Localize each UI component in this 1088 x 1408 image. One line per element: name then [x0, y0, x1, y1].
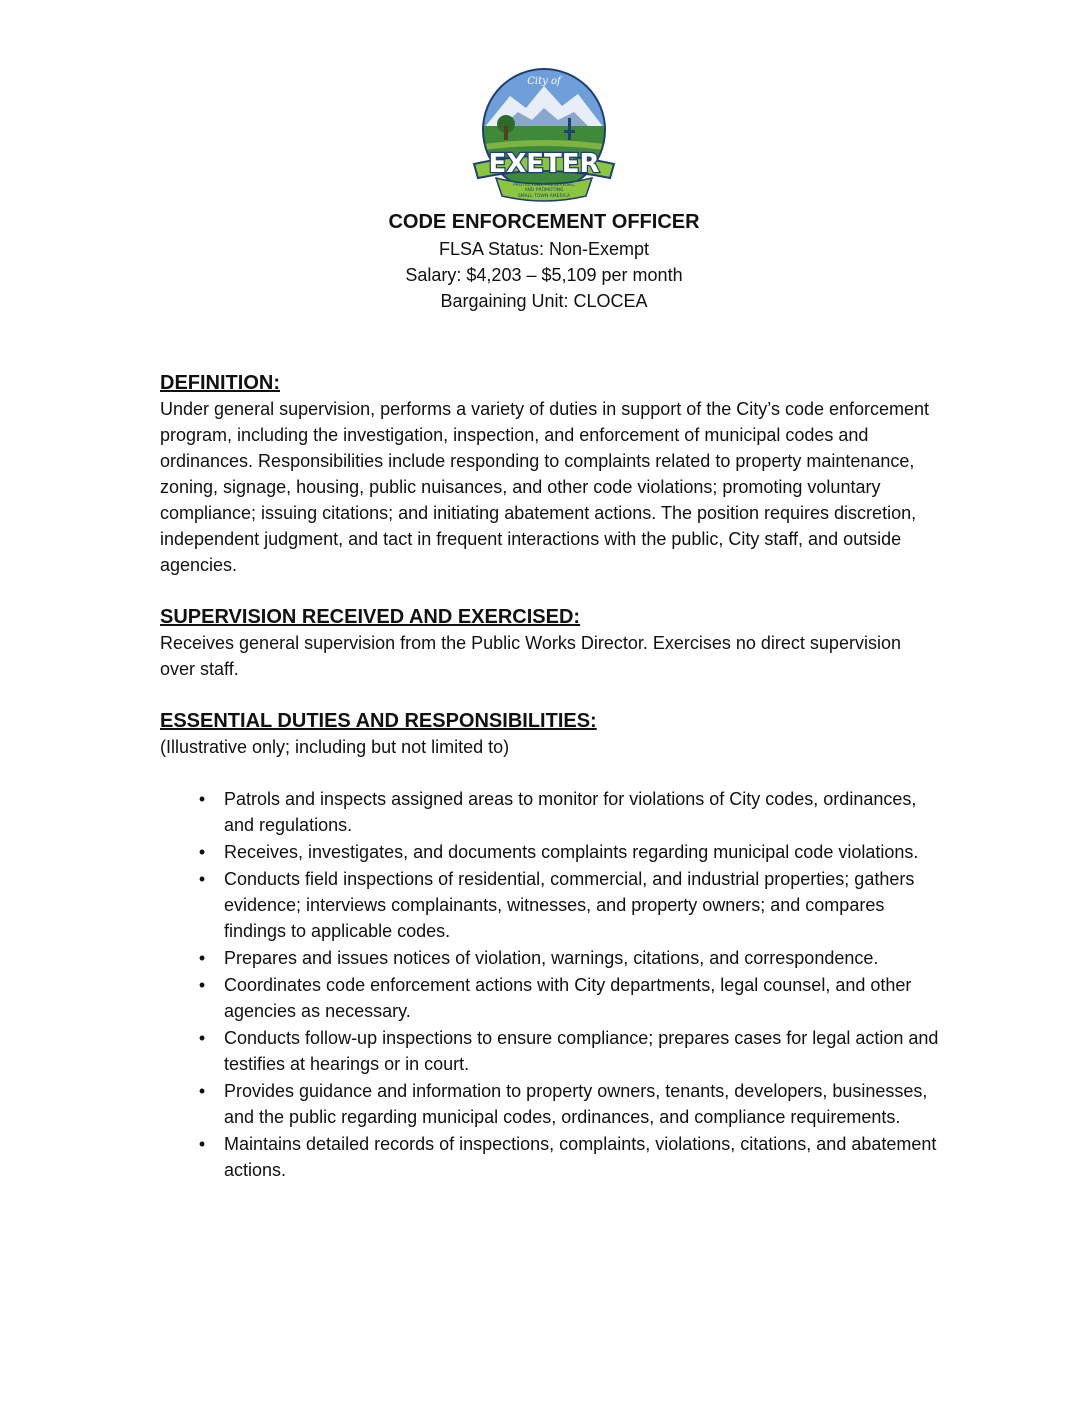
city-logo: [470, 68, 618, 204]
salary-range: Salary: $4,203 – $5,109 per month: [405, 265, 683, 285]
list-item: • Prepares and issues notices of violation, warnings, citations, and correspondence.: [224, 945, 940, 971]
supervision-heading: SUPERVISION RECEIVED AND EXERCISED:: [160, 606, 581, 628]
bullet-icon: •: [198, 1028, 206, 1048]
svg-text:PROTECTING, PRESERVING,: PROTECTING, PRESERVING,: [513, 183, 575, 188]
bullet-icon: •: [198, 1081, 206, 1101]
bullet-icon: •: [198, 789, 206, 809]
bullet-icon: •: [198, 948, 206, 968]
definition-heading: DEFINITION:: [160, 372, 280, 394]
definition-text: Under general supervision, performs a variety of duties in support of the City’s code enforcement program, including the investigation, inspection, and enforcement of municipal codes and ordinances. Responsibilities include responding to complaints related to property maintenance, zoning, signage, housing, public nuisances, and other code violations; promoting voluntary compliance; issuing citations; and initiating abatement actions. The position requires discretion, independent judgment, and tact in frequent interactions with the public, City staff, and outside agencies.: [160, 399, 930, 575]
list-item: • Receives, investigates, and documents complaints regarding municipal code violations.: [224, 839, 940, 865]
svg-text:City of: City of: [527, 76, 561, 87]
bullet-icon: •: [198, 842, 206, 862]
list-item: • Provides guidance and information to property owners, tenants, developers, businesses, and the public regarding municipal codes, ordinances, and compliance requirements.: [224, 1078, 940, 1130]
flsa-status: FLSA Status: Non-Exempt: [438, 239, 650, 259]
bargaining-unit: Bargaining Unit: CLOCEA: [440, 291, 648, 311]
list-item: • Conducts follow-up inspections to ensure compliance; prepares cases for legal action and testifies at hearings or in court.: [224, 1025, 940, 1077]
supervision-text: Receives general supervision from the Public Works Director. Exercises no direct supervision over staff.: [160, 633, 901, 679]
job-title: CODE ENFORCEMENT OFFICER: [388, 211, 700, 233]
exeter-seal-icon: [470, 68, 618, 204]
svg-text:EXETER: EXETER: [488, 149, 600, 179]
bullet-icon: •: [198, 975, 206, 995]
duties-note: (Illustrative only; including but not limited to): [160, 737, 510, 757]
bullet-icon: •: [198, 1134, 206, 1154]
document-body: [160, 370, 940, 1184]
svg-text:AND PROMOTING: AND PROMOTING: [524, 188, 564, 193]
duties-heading: ESSENTIAL DUTIES AND RESPONSIBILITIES:: [160, 710, 597, 732]
list-item: • Conducts field inspections of residential, commercial, and industrial properties; gathers evidence; interviews complainants, witnesses, and property owners; and compares findings to applicable codes.: [224, 866, 940, 944]
svg-text:SMALL TOWN AMERICA: SMALL TOWN AMERICA: [517, 194, 571, 199]
bullet-icon: •: [198, 869, 206, 889]
list-item: • Maintains detailed records of inspections, complaints, violations, citations, and abatement actions.: [224, 1131, 940, 1183]
list-item: • Coordinates code enforcement actions with City departments, legal counsel, and other agencies as necessary.: [224, 972, 940, 1024]
document-header: [0, 208, 1088, 314]
duties-list: [160, 786, 940, 1183]
list-item: • Patrols and inspects assigned areas to monitor for violations of City codes, ordinances, and regulations.: [224, 786, 940, 838]
